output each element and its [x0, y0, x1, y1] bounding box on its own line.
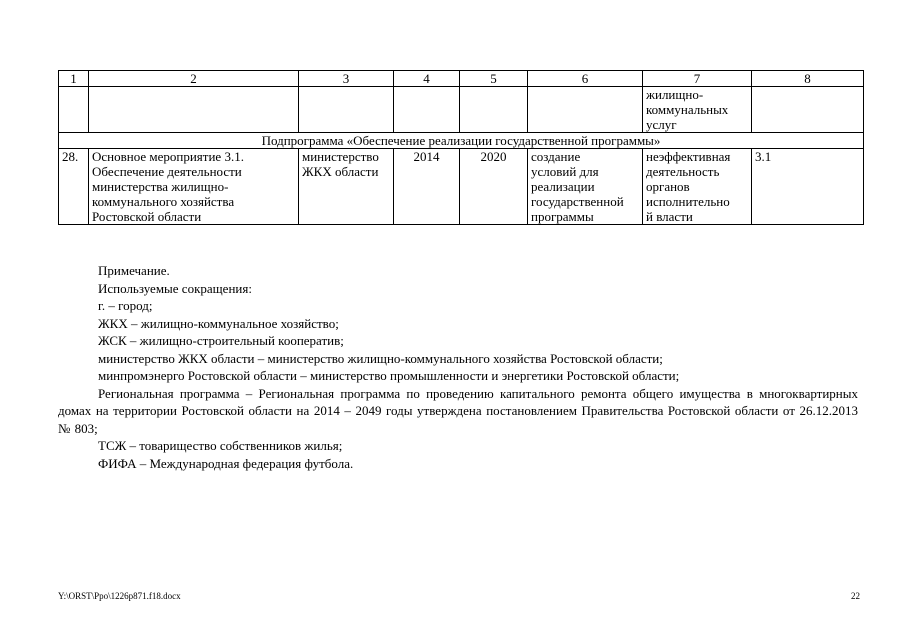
abbreviation-item: ФИФА – Международная федерация футбола.: [98, 455, 354, 471]
expected-result: создание условий для реализации государственной программы: [528, 149, 643, 225]
continuation-cell: жилищно- коммунальных услуг: [643, 87, 752, 133]
abbreviation-item: ЖКХ – жилищно-коммунальное хозяйство;: [98, 315, 339, 331]
header-cell: 6: [528, 71, 643, 87]
header-cell: 2: [89, 71, 299, 87]
indicator-link: 3.1: [752, 149, 864, 225]
abbreviation-item: г. – город;: [98, 298, 153, 313]
header-cell: 3: [299, 71, 394, 87]
notes-title: Примечание.: [98, 263, 170, 278]
table-header-row: [59, 71, 864, 87]
consequence: неэффективная деятельность органов исполнительно й власти: [643, 149, 752, 225]
row-number: 28.: [59, 149, 89, 225]
program-table: [58, 70, 864, 225]
abbreviation-item: ТСЖ – товарищество собственников жилья;: [98, 438, 343, 453]
continuation-row: [59, 87, 864, 133]
table-row: [59, 149, 864, 225]
subprogram-row: [59, 133, 864, 149]
start-year: 2014: [394, 149, 460, 225]
abbreviations-title: Используемые сокращения:: [98, 280, 252, 296]
abbreviation-item-regional: Региональная программа – Региональная программа по проведению капитального ремонта общего имущества в многоквартирных домах на территории Ростовской области на 2014 – 2049 годы утверждена постановлением Правительства Ростовской области от 26.12.2013 № 803;: [58, 385, 858, 436]
header-cell: 4: [394, 71, 460, 87]
subprogram-title: Подпрограмма «Обеспечение реализации государственной программы»: [59, 133, 864, 149]
abbreviation-item: минпромэнерго Ростовской области – министерство промышленности и энергетики Ростовской области;: [98, 368, 680, 383]
measure-name: Основное мероприятие 3.1. Обеспечение деятельности министерства жилищно- коммунального хозяйства Ростовской области: [89, 149, 299, 225]
page-number: 22: [851, 591, 860, 601]
executor: министерство ЖКХ области: [299, 149, 394, 225]
abbreviation-item: министерство ЖКХ области – министерство жилищно-коммунального хозяйства Ростовской области;: [98, 350, 663, 366]
header-cell: 7: [643, 71, 752, 87]
abbreviation-item: ЖСК – жилищно-строительный кооператив;: [98, 333, 344, 348]
notes-section: [58, 262, 858, 472]
end-year: 2020: [460, 149, 528, 225]
header-cell: 8: [752, 71, 864, 87]
footer-file-path: Y:\ORST\Ppo\1226p871.f18.docx: [58, 591, 181, 601]
header-cell: 1: [59, 71, 89, 87]
header-cell: 5: [460, 71, 528, 87]
